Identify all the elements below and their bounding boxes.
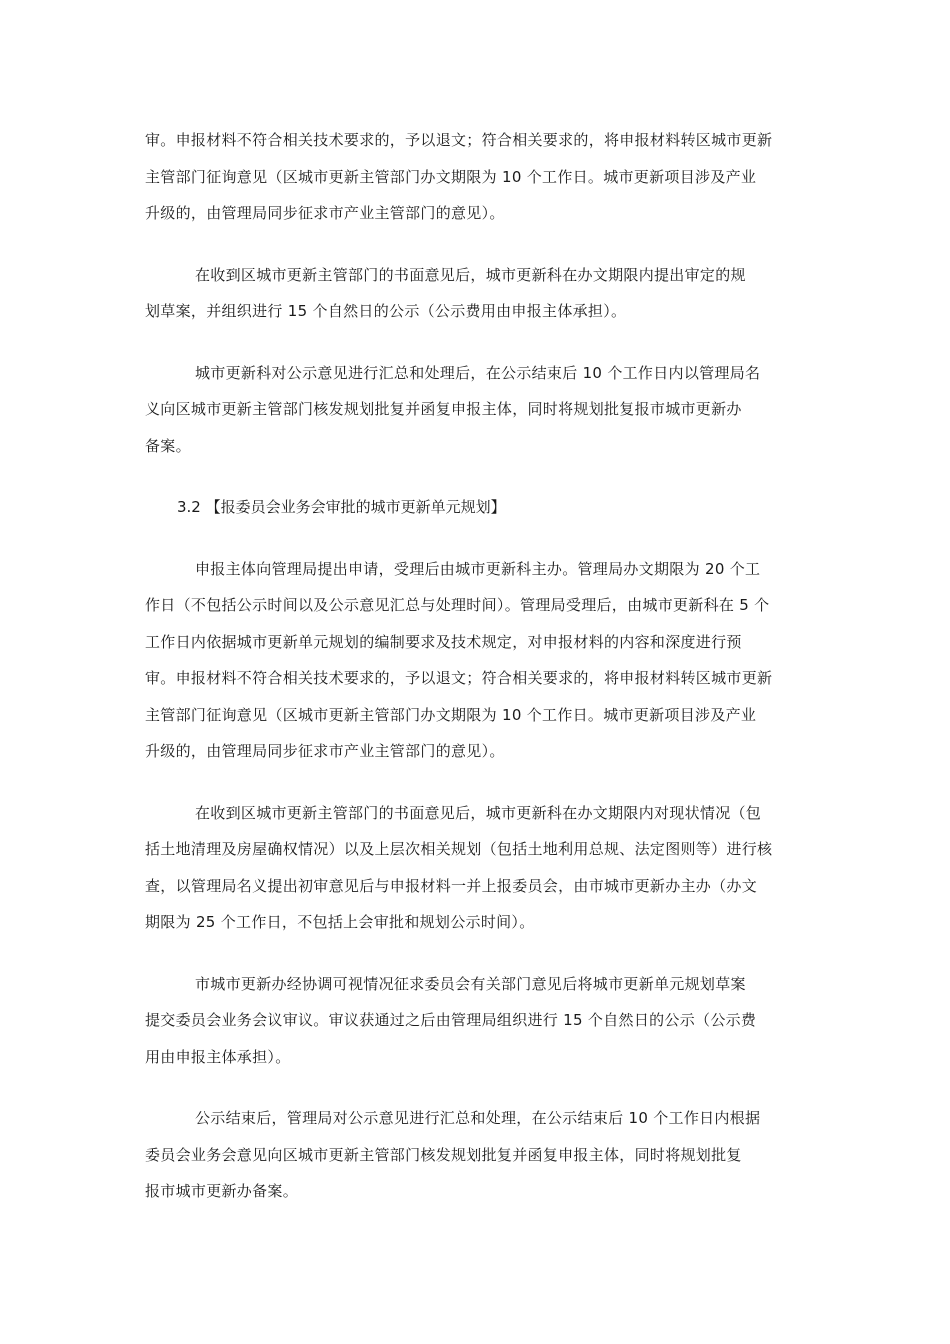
paragraph-line: 在收到区城市更新主管部门的书面意见后，城市更新科在办文期限内提出审定的规 [195,265,746,284]
paragraph-line: 义向区城市更新主管部门核发规划批复并函复申报主体，同时将规划批复报市城市更新办 [145,400,742,418]
paragraph-line: 主管部门征询意见（区城市更新主管部门办文期限为 10 个工作日。城市更新项目涉及产业 [145,705,757,724]
paragraph-line: 工作日内依据城市更新单元规划的编制要求及技术规定，对申报材料的内容和深度进行预 [145,632,742,651]
paragraph-line: 提交委员会业务会议审议。审议获通过之后由管理局组织进行 15 个自然日的公示（公示费 [145,1011,757,1029]
paragraph-line: 作日（不包括公示时间以及公示意见汇总与处理时间）。管理局受理后，由城市更新科在 5 个 [145,596,770,614]
paragraph-line: 查，以管理局名义提出初审意见后与申报材料一并上报委员会，由市城市更新办主办（办文 [145,876,758,895]
paragraph-line: 审。申报材料不符合相关技术要求的，予以退文；符合相关要求的，将申报材料转区城市更新 [145,131,773,149]
paragraph-line: 期限为 25 个工作日，不包括上会审批和规划公示时间）。 [145,913,535,931]
paragraph-line: 市城市更新办经协调可视情况征求委员会有关部门意见后将城市更新单元规划草案 [195,974,746,993]
paragraph-line: 申报主体向管理局提出申请，受理后由城市更新科主办。管理局办文期限为 20 个工 [195,559,761,578]
paragraph-line: 升级的，由管理局同步征求市产业主管部门的意见）。 [145,204,505,222]
section-heading: 3.2 【报委员会业务会审批的城市更新单元规划】 [177,498,506,516]
document-body [145,122,810,1235]
paragraph-line: 划草案，并组织进行 15 个自然日的公示（公示费用由申报主体承担）。 [145,302,627,320]
paragraph-line: 审。申报材料不符合相关技术要求的，予以退文；符合相关要求的，将申报材料转区城市更新 [145,669,773,687]
paragraph-line: 主管部门征询意见（区城市更新主管部门办文期限为 10 个工作日。城市更新项目涉及产业 [145,167,757,186]
paragraph-line: 升级的，由管理局同步征求市产业主管部门的意见）。 [145,742,505,760]
paragraph-line: 括土地清理及房屋确权情况）以及上层次相关规划（包括土地利用总规、法定图则等）进行核 [145,840,773,858]
paragraph [145,257,810,330]
paragraph [145,966,810,1076]
paragraph [145,122,810,232]
paragraph-line: 城市更新科对公示意见进行汇总和处理后，在公示结束后 10 个工作日内以管理局名 [195,363,761,382]
paragraph [145,1100,810,1210]
paragraph-line: 备案。 [145,436,191,455]
paragraph [145,795,810,941]
paragraph-line: 报市城市更新办备案。 [145,1182,299,1200]
paragraph-line: 委员会业务会意见向区城市更新主管部门核发规划批复并函复申报主体，同时将规划批复 [145,1145,742,1164]
paragraph [145,355,810,465]
paragraph-line: 在收到区城市更新主管部门的书面意见后，城市更新科在办文期限内对现状情况（包 [195,803,762,822]
paragraph [145,551,810,770]
paragraph-line: 公示结束后，管理局对公示意见进行汇总和处理，在公示结束后 10 个工作日内根据 [195,1109,761,1127]
paragraph-line: 用由申报主体承担）。 [145,1047,291,1066]
